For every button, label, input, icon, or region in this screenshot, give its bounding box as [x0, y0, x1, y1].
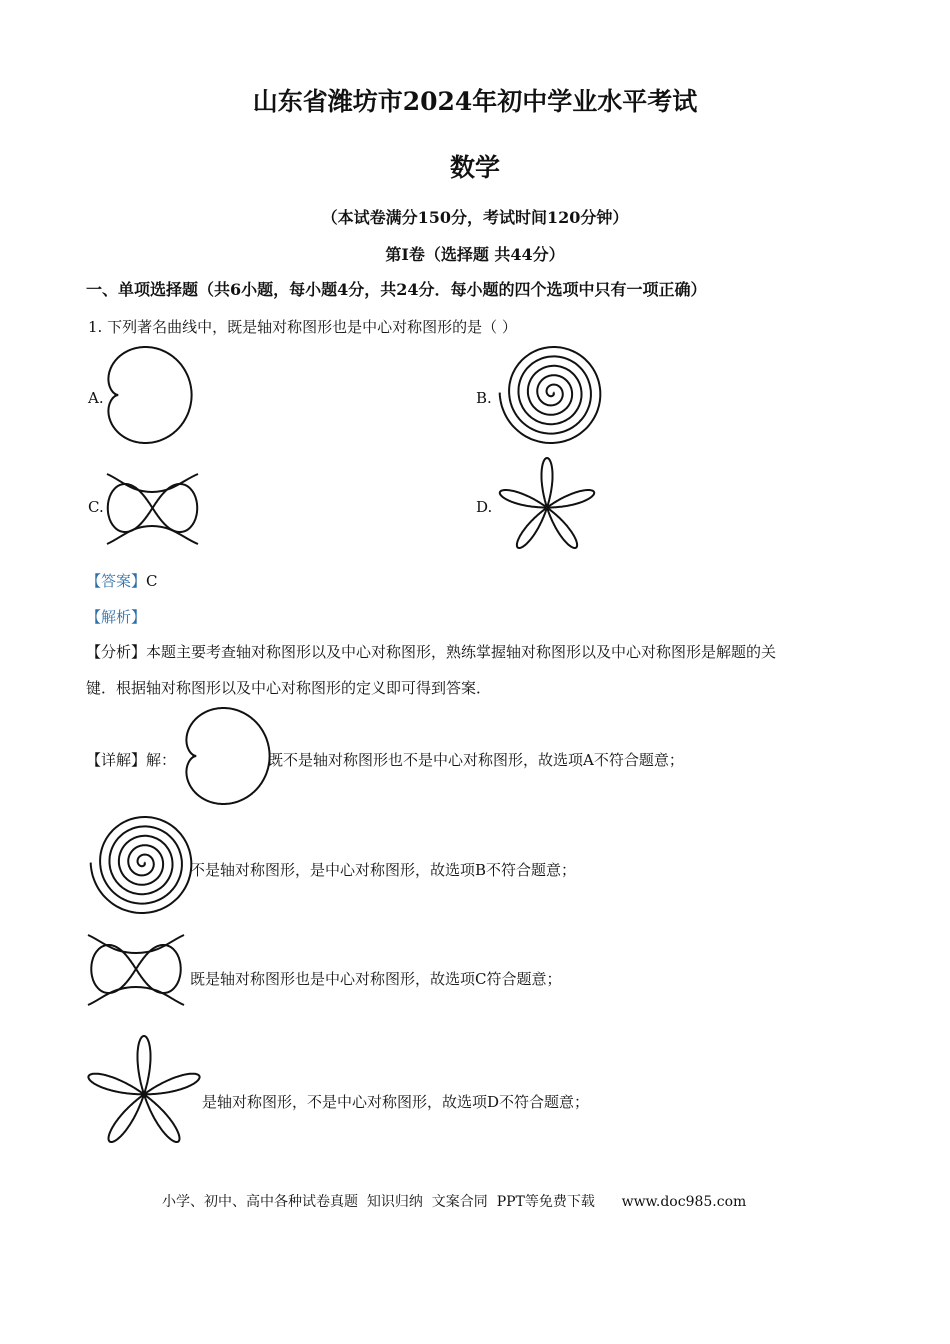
footer [162, 1191, 746, 1211]
analysis-line-2: 键．根据轴对称图形以及中心对称图形的定义即可得到答案． [86, 679, 492, 697]
analysis-line-1: 【分析】本题主要考查轴对称图形以及中心对称图形，熟练掌握轴对称图形以及中心对称图形是解题的关 [86, 643, 777, 661]
section-title: 一、单项选择题（共6小题，每小题4分，共24分．每小题的四个选项中只有一项正确） [86, 280, 707, 299]
part-title: 第Ⅰ卷（选择题 共44分） [385, 245, 565, 264]
question-stem: 1. 下列著名曲线中，既是轴对称图形也是中心对称图形的是（ ） [88, 318, 517, 336]
spiral-figure-b [495, 345, 605, 445]
detail-a-text: 既不是轴对称图形也不是中心对称图形，故选项A不符合题意； [268, 751, 684, 769]
answer-value: C [146, 572, 158, 590]
analysis-tag: 【解析】 [86, 608, 147, 626]
answer-line [86, 570, 158, 591]
option-d-label: D. [476, 498, 493, 516]
option-b-label: B. [476, 389, 492, 407]
detail-b-text: 不是轴对称图形，是中心对称图形，故选项B不符合题意； [190, 861, 577, 879]
cardioid-figure-a [105, 345, 195, 445]
lemniscate-figure-detail [86, 927, 186, 1011]
detail-d-text: 是轴对称图形，不是中心对称图形，故选项D不符合题意； [202, 1093, 590, 1111]
detail-c-text: 既是轴对称图形也是中心对称图形，故选项C符合题意； [190, 970, 562, 988]
exam-subject: 数学 [449, 153, 500, 182]
exam-title: 山东省潍坊市2024年初中学业水平考试 [252, 87, 698, 116]
rose-figure-detail [86, 1034, 202, 1144]
option-c-label: C. [88, 498, 104, 516]
answer-tag: 【答案】 [86, 572, 147, 590]
detail-prefix: 【详解】解： [86, 751, 177, 769]
spiral-figure-detail [86, 815, 196, 915]
exam-info: （本试卷满分150分，考试时间120分钟） [321, 208, 629, 227]
footer-text: 小学、初中、高中各种试卷真题 知识归纳 文案合同 PPT等免费下载 [162, 1194, 595, 1210]
option-a-label: A. [88, 389, 104, 407]
rose-figure-d [495, 456, 599, 550]
footer-url[interactable]: www.doc985.com [621, 1194, 747, 1210]
cardioid-figure-detail [183, 706, 273, 806]
lemniscate-figure-c [105, 466, 200, 550]
